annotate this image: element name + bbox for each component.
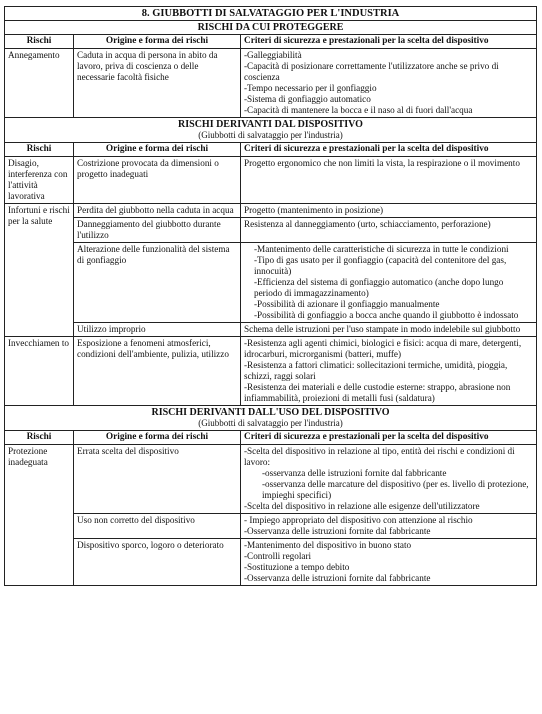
criteri-line: -Resistenza a fattori climatici: sollecitazioni termiche, umidità, pioggia, schizzi, raggi solari <box>244 360 508 381</box>
origine-cell: Errata scelta del dispositivo <box>74 445 241 514</box>
criteri-line: -Sostituzione a tempo debito <box>244 562 350 572</box>
criteri-line: -Tipo di gas usato per il gonfiaggio (capacità del contenitore del gas, innocuità) <box>254 255 507 276</box>
criteri-line: -osservanza delle istruzioni fornite dal fabbricante <box>262 468 447 478</box>
criteri-line: -Osservanza delle istruzioni fornite dal fabbricante <box>244 526 431 536</box>
table-row <box>5 218 537 243</box>
criteri-line: - Impiego appropriato del dispositivo con attenzione al rischio <box>244 515 473 525</box>
header-criteri: Criteri di sicurezza e prestazionali per la scelta del dispositivo <box>241 143 537 157</box>
origine-cell: Perdita del giubbotto nella caduta in acqua <box>74 204 241 218</box>
criteri-cell <box>241 337 537 406</box>
column-header-row <box>5 431 537 445</box>
criteri-line: -Capacità di posizionare correttamente l'utilizzatore anche se privo di coscienza <box>244 61 499 82</box>
section-title: RISCHI DERIVANTI DALL'USO DEL DISPOSITIVO <box>151 407 390 418</box>
header-origine: Origine e forma dei rischi <box>74 431 241 445</box>
column-header-row <box>5 35 537 49</box>
criteri-cell <box>241 445 537 514</box>
table-row <box>5 539 537 586</box>
criteri-line: -Efficienza del sistema di gonfiaggio automatico (anche dopo lungo periodo di immagazzinamento) <box>254 277 504 298</box>
table-row <box>5 323 537 337</box>
section-title: RISCHI DA CUI PROTEGGERE <box>197 22 344 33</box>
title-row <box>5 7 537 21</box>
document <box>4 6 536 586</box>
criteri-line: -Controlli regolari <box>244 551 312 561</box>
table-title: 8. GIUBBOTTI DI SALVATAGGIO PER L'INDUSTRIA <box>5 7 537 21</box>
criteri-cell <box>241 243 537 323</box>
origine-cell: Caduta in acqua di persona in abito da lavoro, priva di coscienza o delle necessarie facoltà fisiche <box>74 49 241 118</box>
header-rischi: Rischi <box>5 35 74 49</box>
section-title: RISCHI DERIVANTI DAL DISPOSITIVO <box>178 119 363 130</box>
table-row <box>5 204 537 218</box>
criteri-line: -Tempo necessario per il gonfiaggio <box>244 83 377 93</box>
origine-cell: Utilizzo improprio <box>74 323 241 337</box>
criteri-line: -Mantenimento delle caratteristiche di sicurezza in tutte le condizioni <box>254 244 509 254</box>
rischio-cell: Invecchiamen to <box>5 337 74 406</box>
column-header-row <box>5 143 537 157</box>
criteri-cell: Schema delle istruzioni per l'uso stampate in modo indelebile sul giubbotto <box>241 323 537 337</box>
rischio-cell: Disagio, interferenza con l'attività lavorativa <box>5 157 74 204</box>
table-row <box>5 49 537 118</box>
section-header <box>5 21 537 35</box>
criteri-line: -Scelta del dispositivo in relazione al tipo, entità dei rischi e condizioni di lavoro: <box>244 446 515 467</box>
criteri-cell <box>241 49 537 118</box>
criteri-cell: Resistenza al danneggiamento (urto, schiacciamento, perforazione) <box>241 218 537 243</box>
section-header <box>5 406 537 431</box>
criteri-line: -Sistema di gonfiaggio automatico <box>244 94 371 104</box>
header-criteri: Criteri di sicurezza e prestazionali per la scelta del dispositivo <box>241 35 537 49</box>
origine-cell: Esposizione a fenomeni atmosferici, condizioni dell'ambiente, pulizia, utilizzo <box>74 337 241 406</box>
header-origine: Origine e forma dei rischi <box>74 143 241 157</box>
rischio-cell: Annegamento <box>5 49 74 118</box>
criteri-line: -Mantenimento del dispositivo in buono stato <box>244 540 412 550</box>
header-criteri: Criteri di sicurezza e prestazionali per la scelta del dispositivo <box>241 431 537 445</box>
criteri-line: -Scelta del dispositivo in relazione alle esigenze dell'utilizzatore <box>244 501 480 511</box>
criteri-line: -Osservanza delle istruzioni fornite dal fabbricante <box>244 573 431 583</box>
criteri-cell <box>241 514 537 539</box>
section-subtitle: (Giubbotti di salvataggio per l'industria) <box>198 418 343 428</box>
criteri-line: -Resistenza dei materiali e delle custodie esterne: strappo, abrasione non infiammabilità, proiezioni di metalli fusi (saldatura) <box>244 382 511 403</box>
table-row <box>5 514 537 539</box>
table-row <box>5 337 537 406</box>
origine-cell: Danneggiamento del giubbotto durante l'utilizzo <box>74 218 241 243</box>
criteri-cell: Progetto (mantenimento in posizione) <box>241 204 537 218</box>
criteri-line: -Resistenza agli agenti chimici, biologici e fisici: acqua di mare, detergenti, idrocarburi, microrganismi (batteri, muffe) <box>244 338 522 359</box>
criteri-line: -Galleggiabilità <box>244 50 302 60</box>
table-row <box>5 243 537 323</box>
rischio-cell: Infortuni e rischi per la salute <box>5 204 74 337</box>
criteri-line: -osservanza delle marcature del dispositivo (per es. livello di protezione, impieghi specifici) <box>262 479 529 500</box>
criteri-cell: Progetto ergonomico che non limiti la vista, la respirazione o il movimento <box>241 157 537 204</box>
origine-cell: Costrizione provocata da dimensioni o progetto inadeguati <box>74 157 241 204</box>
criteri-cell <box>241 539 537 586</box>
header-rischi: Rischi <box>5 143 74 157</box>
section-header <box>5 118 537 143</box>
criteri-line: -Possibilità di azionare il gonfiaggio manualmente <box>254 299 440 309</box>
criteri-line: -Capacità di mantenere la bocca e il naso al di fuori dall'acqua <box>244 105 473 115</box>
header-rischi: Rischi <box>5 431 74 445</box>
table-row <box>5 157 537 204</box>
table-row <box>5 445 537 514</box>
risk-table <box>4 6 537 586</box>
origine-cell: Uso non corretto del dispositivo <box>74 514 241 539</box>
rischio-cell: Protezione inadeguata <box>5 445 74 586</box>
origine-cell: Dispositivo sporco, logoro o deteriorato <box>74 539 241 586</box>
criteri-line: -Possibilità di gonfiaggio a bocca anche quando il giubbotto è indossato <box>254 310 519 320</box>
header-origine: Origine e forma dei rischi <box>74 35 241 49</box>
section-subtitle: (Giubbotti di salvataggio per l'industria) <box>198 130 343 140</box>
origine-cell: Alterazione delle funzionalità del sistema di gonfiaggio <box>74 243 241 323</box>
